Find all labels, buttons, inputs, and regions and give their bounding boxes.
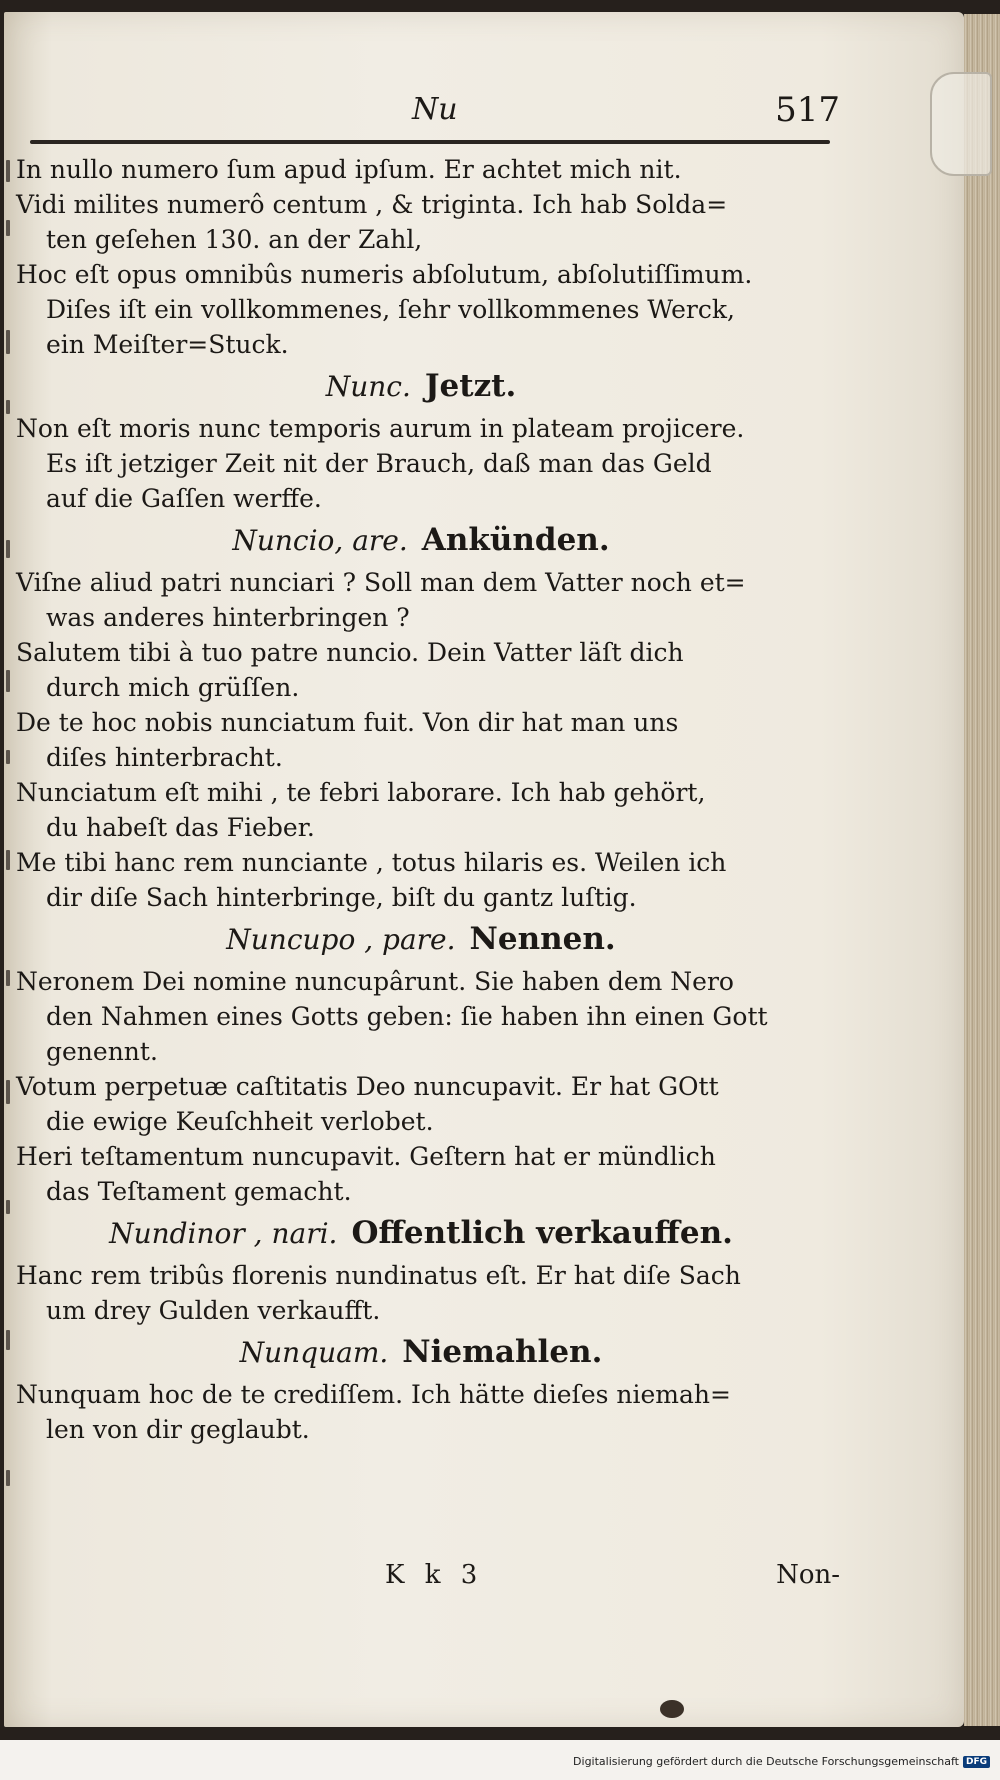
page-footer [30,1560,840,1600]
entry-line: Diſes iſt ein vollkommenes, ſehr vollkommenes Werck, [46,295,735,324]
heading-latin: Nundinor , nari. [109,1217,338,1250]
section-heading [16,520,826,561]
entry-line: auf die Gaſſen werffe. [46,484,322,513]
entry-line: das Teſtament gemacht. [46,1177,352,1206]
dictionary-entry [16,964,826,1069]
entry-line: du habeſt das Fieber. [46,813,315,842]
entry-line: Nunciatum eſt mihi , te febri laborare. Ich hab gehört, [16,778,706,807]
entry-line: Votum perpetuæ caſtitatis Deo nuncupavit. Er hat GOtt [16,1072,719,1101]
ink-stain [660,1700,684,1718]
entry-line: Viſne aliud patri nunciari ? Soll man dem Vatter noch et= [16,568,746,597]
entry-line: genennt. [46,1037,158,1066]
heading-latin: Nunc. [325,370,411,403]
entry-line: Hoc eſt opus omnibûs numeris abſolutum, abſolutiſſimum. [16,260,753,289]
heading-latin: Nuncupo , pare. [226,923,456,956]
entry-line: diſes hinterbracht. [46,743,283,772]
section-heading [16,919,826,960]
running-head: Nu [412,92,458,127]
entry-line: was anderes hinterbringen ? [46,603,410,632]
dictionary-entry [16,845,826,915]
dictionary-body [16,152,826,1447]
heading-german: Nennen. [469,921,616,957]
entry-line: um drey Gulden verkaufft. [46,1296,381,1325]
entry-line: Heri teſtamentum nuncupavit. Geſtern hat er mündlich [16,1142,716,1171]
heading-german: Offentlich verkauffen. [351,1215,733,1251]
entry-line: Hanc rem tribûs florenis nundinatus eſt. Er hat diſe Sach [16,1261,741,1290]
entry-line: Non eſt moris nunc temporis aurum in plateam projicere. [16,414,745,443]
bookmark-tab [930,72,992,176]
dictionary-entry [16,775,826,845]
page-header [30,92,840,132]
dfg-logo: DFG [963,1756,990,1768]
heading-latin: Nuncio, are. [232,524,408,557]
dictionary-entry [16,257,826,362]
dictionary-entry [16,1069,826,1139]
entry-line: dir diſe Sach hinterbringe, biſt du gantz luſtig. [46,883,637,912]
entry-line: Nunquam hoc de te crediſſem. Ich hätte dieſes niemah= [16,1380,731,1409]
signature-mark: K k 3 [385,1560,484,1590]
header-rule [30,140,830,144]
section-heading [16,366,826,407]
dictionary-entry [16,635,826,705]
entry-line: De te hoc nobis nunciatum fuit. Von dir hat man uns [16,708,679,737]
dictionary-entry [16,705,826,775]
entry-line: ein Meiſter=Stuck. [46,330,289,359]
entry-line: In nullo numero ſum apud ipſum. Er achtet mich nit. [16,155,682,184]
page-number: 517 [775,90,840,130]
credit-strip [0,1740,1000,1780]
entry-line: durch mich grüſſen. [46,673,300,702]
dictionary-entry [16,187,826,257]
dictionary-entry [16,411,826,516]
catchword: Non- [776,1560,840,1590]
dictionary-entry [16,1139,826,1209]
credit-line [573,1755,990,1768]
entry-line: ten geſehen 130. an der Zahl, [46,225,423,254]
dictionary-entry [16,1258,826,1328]
entry-line: Salutem tibi à tuo patre nuncio. Dein Vatter läſt dich [16,638,684,667]
heading-latin: Nunquam. [239,1336,389,1369]
dictionary-entry [16,565,826,635]
entry-line: len von dir geglaubt. [46,1415,310,1444]
heading-german: Niemahlen. [402,1334,603,1370]
entry-line: Es iſt jetziger Zeit nit der Brauch, daß man das Geld [46,449,712,478]
entry-line: Me tibi hanc rem nunciante , totus hilaris es. Weilen ich [16,848,727,877]
dictionary-entry [16,152,826,187]
entry-line: die ewige Keuſchheit verlobet. [46,1107,434,1136]
page-fore-edge [964,14,1000,1726]
section-heading [16,1332,826,1373]
entry-line: Neronem Dei nomine nuncupârunt. Sie haben dem Nero [16,967,734,996]
credit-text: Digitalisierung gefördert durch die Deutsche Forschungsgemeinschaft [573,1755,959,1768]
dictionary-entry [16,1377,826,1447]
entry-line: Vidi milites numerô centum , & triginta. Ich hab Solda= [16,190,728,219]
section-heading [16,1213,826,1254]
heading-german: Ankünden. [421,522,610,558]
heading-german: Jetzt. [424,368,517,404]
entry-line: den Nahmen eines Gotts geben: ſie haben ihn einen Gott [46,1002,768,1031]
